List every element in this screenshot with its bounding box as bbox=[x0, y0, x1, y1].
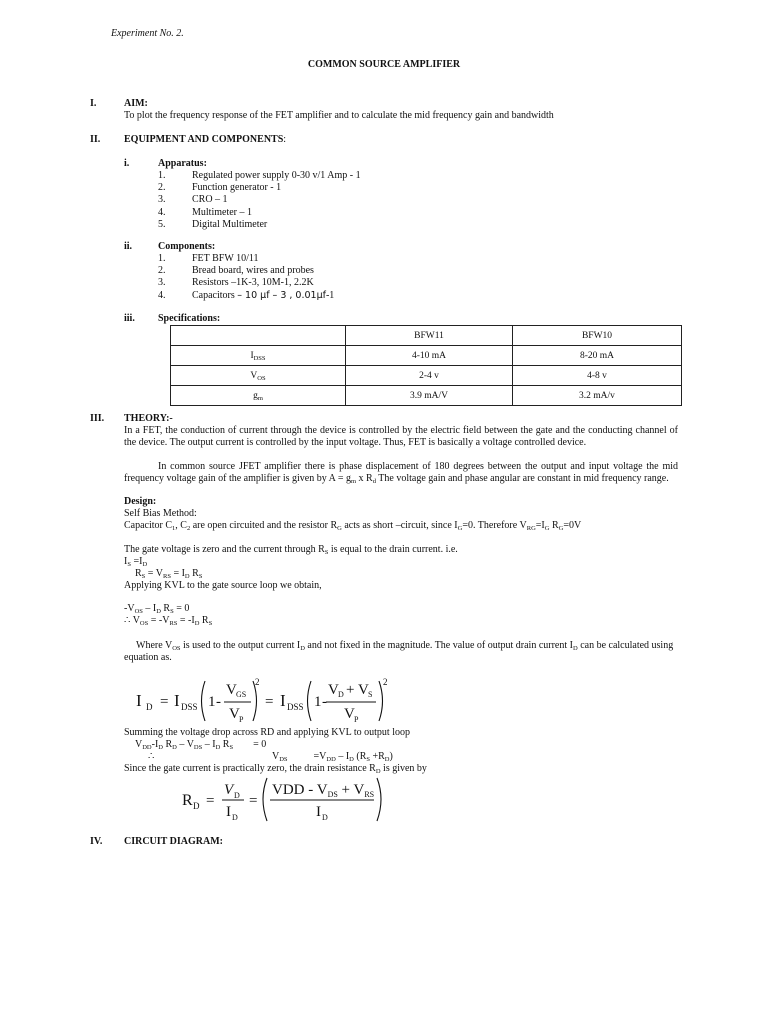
formula-subscript: DSS bbox=[287, 702, 304, 712]
formula-symbol: V bbox=[229, 706, 240, 722]
table-cell: 8-20 mA bbox=[513, 346, 682, 366]
table-cell: 4-8 v bbox=[513, 366, 682, 386]
formula-subscript: P bbox=[239, 715, 244, 724]
table-row bbox=[171, 346, 682, 366]
formula-symbol: V bbox=[226, 682, 237, 698]
left-paren bbox=[202, 681, 206, 721]
output-loop-equation: $V_{DD}-I_D$ $R_D - V_{DS} - I_D$ $R_S = 0$ bbox=[135, 739, 267, 751]
formula-subscript: D bbox=[232, 813, 238, 822]
table-header-cell: BFW10 bbox=[513, 326, 682, 346]
formula-symbol: V bbox=[328, 682, 339, 698]
vds-equation: $V_{DS} =V_{DD} - I_D$ $(R_S +R_D)$ bbox=[272, 751, 393, 763]
summing-line: Summing the voltage drop across RD and applying KVL to output loop bbox=[124, 727, 410, 738]
table-cell-param: $V_{OS}$ bbox=[171, 366, 346, 386]
formula-subscript: D bbox=[338, 690, 344, 699]
specifications-table bbox=[170, 325, 682, 406]
list-item: 3. CRO – 1 bbox=[158, 194, 228, 206]
table-cell: 4-10 mA bbox=[346, 346, 513, 366]
formula-subscript: D bbox=[234, 791, 240, 800]
specifications-numeral: iii. bbox=[124, 313, 135, 324]
formula-subscript: D bbox=[322, 813, 328, 822]
components-list bbox=[158, 253, 334, 302]
formula-minus: - bbox=[322, 694, 327, 710]
apparatus-numeral: i. bbox=[124, 158, 130, 169]
list-item: 4. Multimeter – 1 bbox=[158, 206, 252, 218]
equipment-heading: EQUIPMENT AND COMPONENTS: bbox=[124, 134, 287, 145]
drain-current-formula bbox=[130, 672, 400, 728]
right-paren bbox=[377, 778, 381, 821]
formula-symbol: V bbox=[224, 782, 234, 798]
components-numeral: ii. bbox=[124, 241, 133, 252]
formula-subscript: S bbox=[368, 690, 373, 699]
left-paren bbox=[308, 681, 312, 721]
where-line: Where $V_{OS}$ is used to the output current $I_D$ and not fixed in the magnitude. The value of output drain current $I_D$ can be calculated using bbox=[136, 640, 674, 652]
formula-one: 1 bbox=[314, 694, 322, 710]
therefore-symbol: ∴ bbox=[148, 751, 155, 762]
formula-equals: = bbox=[249, 793, 258, 809]
equation-as: equation as. bbox=[124, 652, 172, 663]
page-title: COMMON SOURCE AMPLIFIER bbox=[307, 59, 461, 70]
theory-heading: THEORY:- bbox=[124, 413, 173, 424]
list-item: 3. Resistors –1K-3, 10M-1, 2.2K bbox=[158, 277, 314, 289]
formula-symbol: I bbox=[174, 691, 180, 710]
section-numeral-equipment: II. bbox=[90, 134, 101, 145]
formula-equals: = bbox=[160, 694, 169, 710]
table-cell-param: $g_m$ bbox=[171, 386, 346, 406]
gate-loop-equation: $-V_{OS} - I_D$ $R_S = 0$ bbox=[124, 603, 190, 615]
gate-voltage-line: The gate voltage is zero and the current through $R_S$ is equal to the drain current. i.e. bbox=[124, 544, 458, 556]
formula-exponent: 2 bbox=[255, 677, 260, 687]
list-item: 1. FET BFW 10/11 bbox=[158, 253, 259, 264]
theory-paragraph-1: In a FET, the conduction of current through the device is controlled by the electric field between the gate and the conducting channel of the device. The output current is controlled by the input voltage. Thus, FET is basically a voltage controlled device. bbox=[124, 425, 678, 448]
list-item: 1. Regulated power supply 0-30 v/1 Amp - 1 bbox=[158, 170, 361, 181]
table-header-row bbox=[171, 326, 682, 346]
right-paren bbox=[253, 681, 257, 721]
formula-one: 1 bbox=[208, 694, 216, 710]
formula-minus: - bbox=[216, 694, 221, 710]
since-line: Since the gate current is practically zero, the drain resistance $R_D$ is given by bbox=[124, 763, 427, 775]
formula-symbol: I bbox=[316, 804, 321, 820]
formula-subscript: P bbox=[354, 715, 359, 724]
capacitor-line: Capacitor $C_1$, $C_2$ are open circuited and the resistor $R_G$ acts as short –circuit, since $I_G=0$. Therefore $V_{RG}=I_G$ $R_G=0V$ bbox=[124, 520, 582, 532]
formula-equals: = bbox=[206, 793, 215, 809]
table-cell: 3.2 mA/v bbox=[513, 386, 682, 406]
list-item: 2. Function generator - 1 bbox=[158, 182, 282, 194]
list-item: 5. Digital Multimeter bbox=[158, 218, 268, 230]
is-equals-id: $I_S =I_D$ bbox=[124, 556, 148, 568]
section-numeral-aim: I. bbox=[90, 98, 97, 109]
section-numeral-theory: III. bbox=[90, 413, 105, 424]
kvl-line: Applying KVL to the gate source loop we obtain, bbox=[124, 580, 322, 591]
table-header-cell: BFW11 bbox=[346, 326, 513, 346]
aim-text: To plot the frequency response of the FET amplifier and to calculate the mid frequency gain and bandwidth bbox=[124, 110, 554, 121]
formula-subscript: DSS bbox=[181, 702, 198, 712]
table-cell-param: $I_{DSS}$ bbox=[171, 346, 346, 366]
circuit-diagram-heading: CIRCUIT DIAGRAM: bbox=[124, 836, 223, 847]
experiment-number: Experiment No. 2. bbox=[111, 28, 184, 39]
formula-subscript: D bbox=[193, 801, 200, 811]
formula-symbol: I bbox=[136, 691, 142, 710]
formula-subscript: GS bbox=[236, 690, 247, 699]
formula-symbol: I bbox=[280, 691, 286, 710]
table-row bbox=[171, 386, 682, 406]
apparatus-list bbox=[158, 170, 361, 231]
theory-paragraph-2: In common source JFET amplifier there is phase displacement of 180 degrees between the output and input voltage the mid frequency voltage gain of the amplifier is given by $A = g_m$ x $R_d$ The voltage gain and phase angular are constant in mid frequency range. bbox=[124, 461, 678, 485]
apparatus-heading: Apparatus: bbox=[158, 158, 207, 169]
table-row bbox=[171, 366, 682, 386]
left-paren bbox=[263, 778, 267, 821]
table-cell: 3.9 mA/V bbox=[346, 386, 513, 406]
self-bias-label: Self Bias Method: bbox=[124, 508, 197, 519]
rs-equation: $R_S = V_{RS} = I_D$ $R_S$ bbox=[135, 568, 203, 580]
formula-symbol: R bbox=[182, 792, 193, 809]
components-heading: Components: bbox=[158, 241, 216, 252]
right-paren bbox=[379, 681, 383, 721]
formula-symbol: V bbox=[344, 706, 355, 722]
formula-plus: + bbox=[346, 682, 355, 698]
formula-symbol: V bbox=[358, 682, 369, 698]
formula-numerator: VDD - $V_{DS} + V_{RS}$ bbox=[272, 782, 375, 799]
design-heading: Design: bbox=[124, 496, 157, 507]
aim-heading: AIM: bbox=[124, 98, 148, 109]
formula-subscript: D bbox=[146, 702, 153, 712]
table-header-cell bbox=[171, 326, 346, 346]
list-item: 2. Bread board, wires and probes bbox=[158, 265, 314, 277]
vos-equation: ∴ $V_{OS} = -V_{RS} = -I_D$ $R_S$ bbox=[124, 615, 213, 627]
list-item: 4. Capacitors – 10 µf – 3 , 0.01µf-1 bbox=[158, 289, 335, 301]
drain-resistance-formula bbox=[178, 774, 388, 826]
formula-symbol: I bbox=[226, 804, 231, 820]
formula-exponent: 2 bbox=[383, 677, 388, 687]
table-cell: 2-4 v bbox=[346, 366, 513, 386]
section-numeral-circuit: IV. bbox=[90, 836, 103, 847]
specifications-heading: Specifications: bbox=[158, 313, 221, 324]
formula-equals: = bbox=[265, 694, 274, 710]
